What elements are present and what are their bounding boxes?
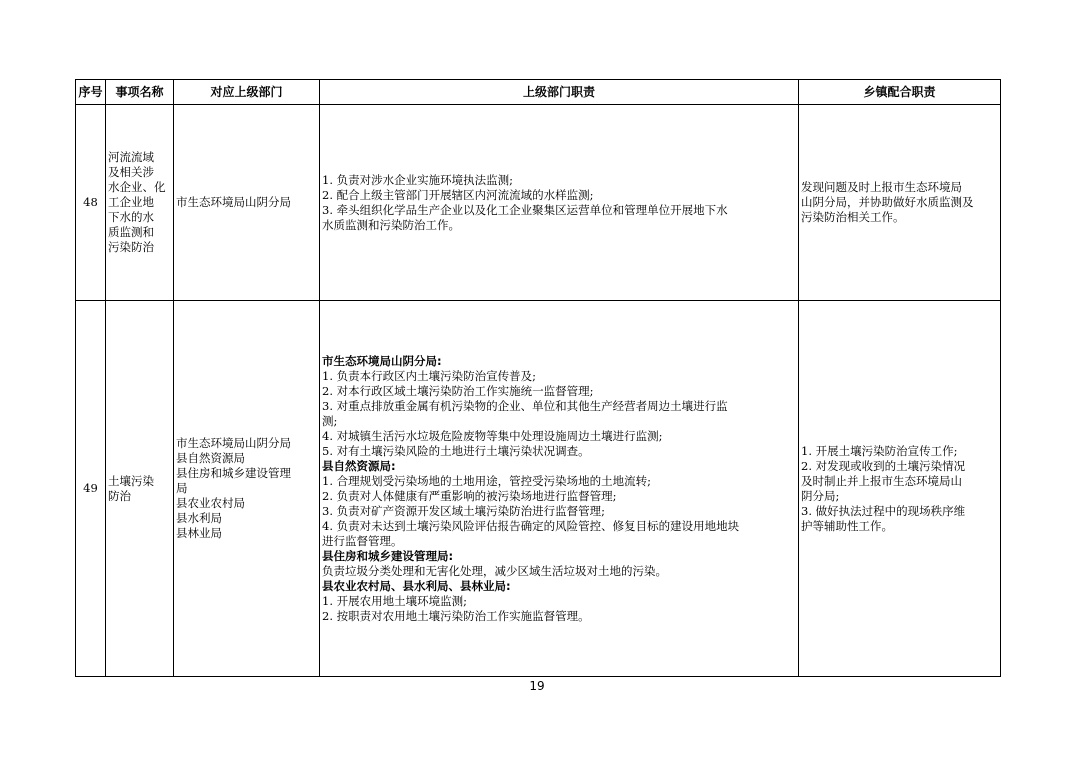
name-line: 防治 <box>108 488 131 503</box>
name-line: 污染防治 <box>108 240 154 254</box>
dept-line: 县林业局 <box>176 526 222 540</box>
table-row <box>76 105 1001 301</box>
name-line: 及相关涉 <box>108 165 154 179</box>
town-line: 阴分局; <box>801 488 840 503</box>
row-name <box>106 105 174 301</box>
row-num: 49 <box>76 301 106 677</box>
duty-line: 水质监测和污染防治工作。 <box>322 217 460 232</box>
table-row <box>76 301 1001 677</box>
duty-line: 5. 对有土壤污染风险的土地进行土壤污染状况调查。 <box>322 443 590 458</box>
dept-line: 县水利局 <box>176 511 222 525</box>
duty-line: 测; <box>322 413 338 428</box>
duty-line: 2. 按职责对农用地土壤污染防治工作实施监督管理。 <box>322 608 590 623</box>
town-line: 1. 开展土壤污染防治宣传工作; <box>801 443 958 458</box>
header-town: 乡镇配合职责 <box>799 80 1001 105</box>
duty-line: 2. 负责对人体健康有严重影响的被污染场地进行监督管理; <box>322 488 617 503</box>
town-line: 2. 对发现或收到的土壤污染情况 <box>801 458 966 473</box>
duty-line: 3. 牵头组织化学品生产企业以及化工企业聚集区运营单位和管理单位开展地下水 <box>322 202 728 217</box>
name-line: 下水的水 <box>108 210 154 224</box>
row-duty <box>320 105 799 301</box>
town-line: 及时制止并上报市生态环境局山 <box>801 473 962 488</box>
duty-heading: 县自然资源局: <box>322 458 396 473</box>
town-line: 3. 做好执法过程中的现场秩序维 <box>801 503 966 518</box>
name-line: 质监测和 <box>108 225 154 239</box>
duty-line: 2. 对本行政区域土壤污染防治工作实施统一监督管理; <box>322 383 594 398</box>
duty-heading: 市生态环境局山阴分局: <box>322 353 442 368</box>
dept-line: 县农业农村局 <box>176 496 245 510</box>
duty-line: 1. 开展农用地土壤环境监测; <box>322 593 468 608</box>
duty-line: 3. 对重点排放重金属有机污染物的企业、单位和其他生产经营者周边土壤进行监 <box>322 398 728 413</box>
duty-line: 4. 对城镇生活污水垃圾危险废物等集中处理设施周边土壤进行监测; <box>322 428 663 443</box>
town-line: 发现问题及时上报市生态环境局 <box>801 180 962 194</box>
table-header-row <box>76 80 1001 105</box>
row-num: 48 <box>76 105 106 301</box>
header-duty: 上级部门职责 <box>320 80 799 105</box>
header-num: 序号 <box>76 80 106 105</box>
header-dept: 对应上级部门 <box>174 80 320 105</box>
dept-line: 市生态环境局山阴分局 <box>176 195 291 209</box>
town-line: 山阴分局，并协助做好水质监测及 <box>801 195 974 209</box>
name-line: 水企业、化 <box>108 180 166 194</box>
name-line: 土壤污染 <box>108 473 154 488</box>
dept-line: 县自然资源局 <box>176 451 245 465</box>
town-line: 护等辅助性工作。 <box>801 518 893 533</box>
name-line: 河流流域 <box>108 150 154 164</box>
duty-line: 4. 负责对未达到土壤污染风险评估报告确定的风险管控、修复目标的建设用地地块 <box>322 518 740 533</box>
duty-line: 1. 负责本行政区内土壤污染防治宣传普及; <box>322 368 537 383</box>
row-name <box>106 301 174 677</box>
row-dept <box>174 105 320 301</box>
duty-line: 1. 合理规划受污染场地的土地用途，管控受污染场地的土地流转; <box>322 473 651 488</box>
dept-line: 市生态环境局山阴分局 <box>176 436 291 450</box>
duty-line: 1. 负责对涉水企业实施环境执法监测; <box>322 172 514 187</box>
dept-line: 局 <box>176 481 188 495</box>
duty-line: 负责垃圾分类处理和无害化处理，减少区域生活垃圾对土地的污染。 <box>322 563 667 578</box>
duty-line: 2. 配合上级主管部门开展辖区内河流流域的水样监测; <box>322 187 594 202</box>
row-duty <box>320 301 799 677</box>
duty-heading: 县农业农村局、县水利局、县林业局: <box>322 578 511 593</box>
page-number: 19 <box>529 679 545 693</box>
duty-line: 3. 负责对矿产资源开发区域土壤污染防治进行监督管理; <box>322 503 605 518</box>
name-line: 工企业地 <box>108 195 154 209</box>
duty-line: 进行监督管理。 <box>322 533 403 548</box>
town-line: 污染防治相关工作。 <box>801 210 905 224</box>
duty-table <box>75 79 1001 677</box>
header-name: 事项名称 <box>106 80 174 105</box>
row-town <box>799 105 1001 301</box>
row-dept <box>174 301 320 677</box>
duty-heading: 县住房和城乡建设管理局: <box>322 548 454 563</box>
row-town <box>799 301 1001 677</box>
dept-line: 县住房和城乡建设管理 <box>176 466 291 480</box>
